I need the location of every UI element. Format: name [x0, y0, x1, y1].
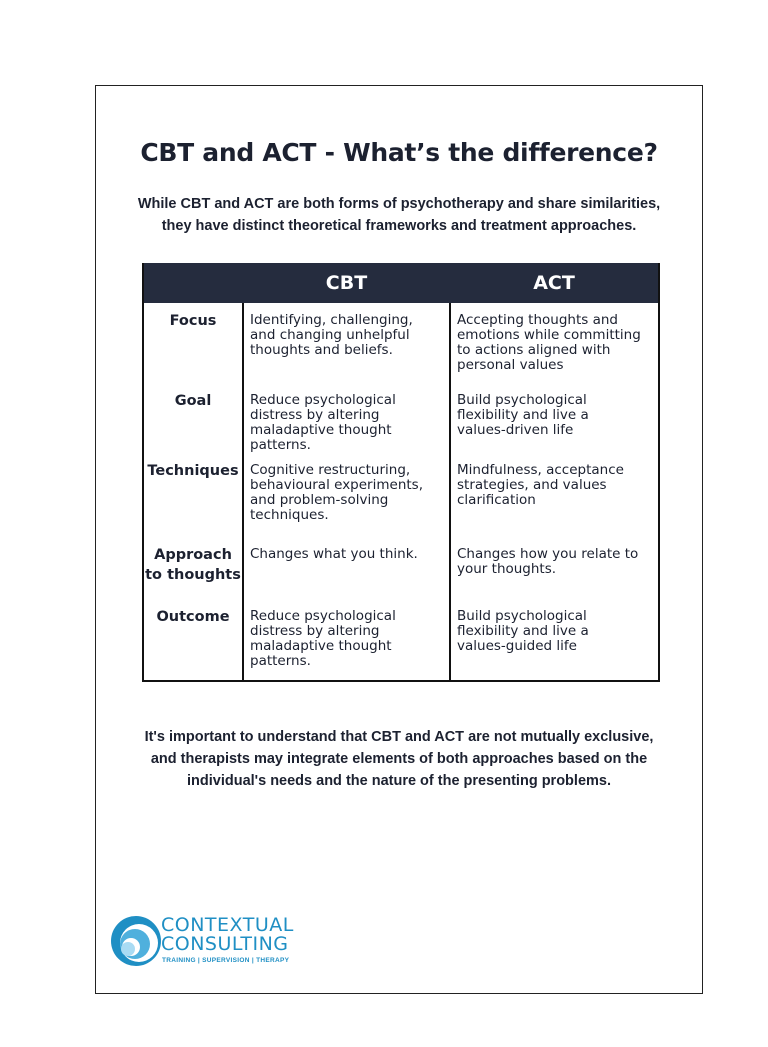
header-cbt: CBT — [243, 263, 450, 303]
cbt-cell-line: techniques. — [250, 507, 329, 523]
cbt-cell-line: Cognitive restructuring, — [250, 462, 411, 478]
act-cell — [450, 453, 659, 537]
act-cell-line: clarification — [457, 492, 536, 508]
act-cell — [450, 303, 659, 383]
act-cell-line: flexibility and live a — [457, 623, 589, 639]
act-cell-line: Changes how you relate to — [457, 546, 639, 562]
logo-tagline: TRAINING | SUPERVISION | THERAPY — [162, 957, 290, 964]
logo-brand-line: CONSULTING — [161, 933, 289, 955]
cbt-cell-line: Identifying, challenging, — [250, 312, 413, 328]
intro-line: they have distinct theoretical frameworks and treatment approaches. — [161, 218, 637, 234]
row-label — [143, 537, 243, 599]
cbt-cell-line: and problem-solving — [250, 492, 389, 508]
footer-note-line: individual's needs and the nature of the presenting problems. — [186, 773, 611, 789]
act-cell-line: strategies, and values — [457, 477, 607, 493]
act-cell — [450, 599, 659, 681]
row-label — [143, 599, 243, 681]
row-label-line: Techniques — [147, 463, 239, 479]
cbt-cell-line: patterns. — [250, 437, 311, 453]
cbt-cell-line: Changes what you think. — [250, 546, 418, 562]
table-row — [143, 599, 659, 681]
row-label-line: Approach — [154, 547, 232, 563]
logo-brand-text — [161, 916, 294, 954]
row-label-line: Focus — [169, 313, 217, 329]
table-row — [143, 303, 659, 383]
table-header-row — [143, 263, 659, 303]
act-cell-line: Build psychological — [457, 608, 587, 624]
intro-paragraph — [126, 193, 672, 237]
row-label — [143, 453, 243, 537]
row-label-line: Goal — [174, 393, 212, 409]
page-title: CBT and ACT - What’s the difference? — [140, 138, 658, 167]
footer-note-line: and therapists may integrate elements of both approaches based on the — [150, 751, 648, 767]
act-cell — [450, 383, 659, 453]
cbt-cell — [243, 453, 450, 537]
act-cell-line: your thoughts. — [457, 561, 557, 577]
cbt-cell-line: patterns. — [250, 653, 311, 669]
row-label — [143, 383, 243, 453]
act-cell-line: values-driven life — [457, 422, 574, 438]
row-label-line: to thoughts — [145, 567, 241, 583]
act-cell-line: Accepting thoughts and — [457, 312, 618, 328]
row-label-line: Outcome — [156, 609, 230, 625]
act-cell-line: personal values — [457, 357, 564, 373]
cbt-cell-line: distress by altering — [250, 407, 380, 423]
cbt-cell-line: distress by altering — [250, 623, 380, 639]
cbt-cell-line: maladaptive thought — [250, 638, 392, 654]
row-label — [143, 303, 243, 383]
cbt-cell-line: Reduce psychological — [250, 608, 396, 624]
footer-note-line: It's important to understand that CBT and ACT are not mutually exclusive, — [144, 729, 654, 745]
logo-brand-line: CONTEXTUAL — [161, 914, 294, 936]
act-cell-line: Build psychological — [457, 392, 587, 408]
act-cell-line: emotions while committing — [457, 327, 641, 343]
cbt-cell-line: maladaptive thought — [250, 422, 392, 438]
act-cell-line: to actions aligned with — [457, 342, 611, 358]
document-page — [95, 85, 703, 994]
cbt-cell — [243, 537, 450, 599]
footer-note — [126, 726, 672, 792]
contextual-consulting-logo — [108, 911, 328, 971]
act-cell-line: flexibility and live a — [457, 407, 589, 423]
intro-line: While CBT and ACT are both forms of psychotherapy and share similarities, — [137, 196, 661, 212]
cbt-cell-line: and changing unhelpful — [250, 327, 410, 343]
act-cell-line: values-guided life — [457, 638, 577, 654]
cbt-cell — [243, 599, 450, 681]
cbt-cell-line: behavioural experiments, — [250, 477, 423, 493]
table-row — [143, 453, 659, 537]
header-act: ACT — [450, 263, 659, 303]
act-cell-line: Mindfulness, acceptance — [457, 462, 624, 478]
cbt-cell — [243, 303, 450, 383]
comparison-table — [142, 263, 660, 682]
act-cell — [450, 537, 659, 599]
header-blank-cell — [143, 263, 243, 303]
cbt-cell-line: thoughts and beliefs. — [250, 342, 393, 358]
cbt-cell — [243, 383, 450, 453]
table-row — [143, 383, 659, 453]
swirl-circles-icon — [108, 913, 164, 969]
cbt-cell-line: Reduce psychological — [250, 392, 396, 408]
table-row — [143, 537, 659, 599]
